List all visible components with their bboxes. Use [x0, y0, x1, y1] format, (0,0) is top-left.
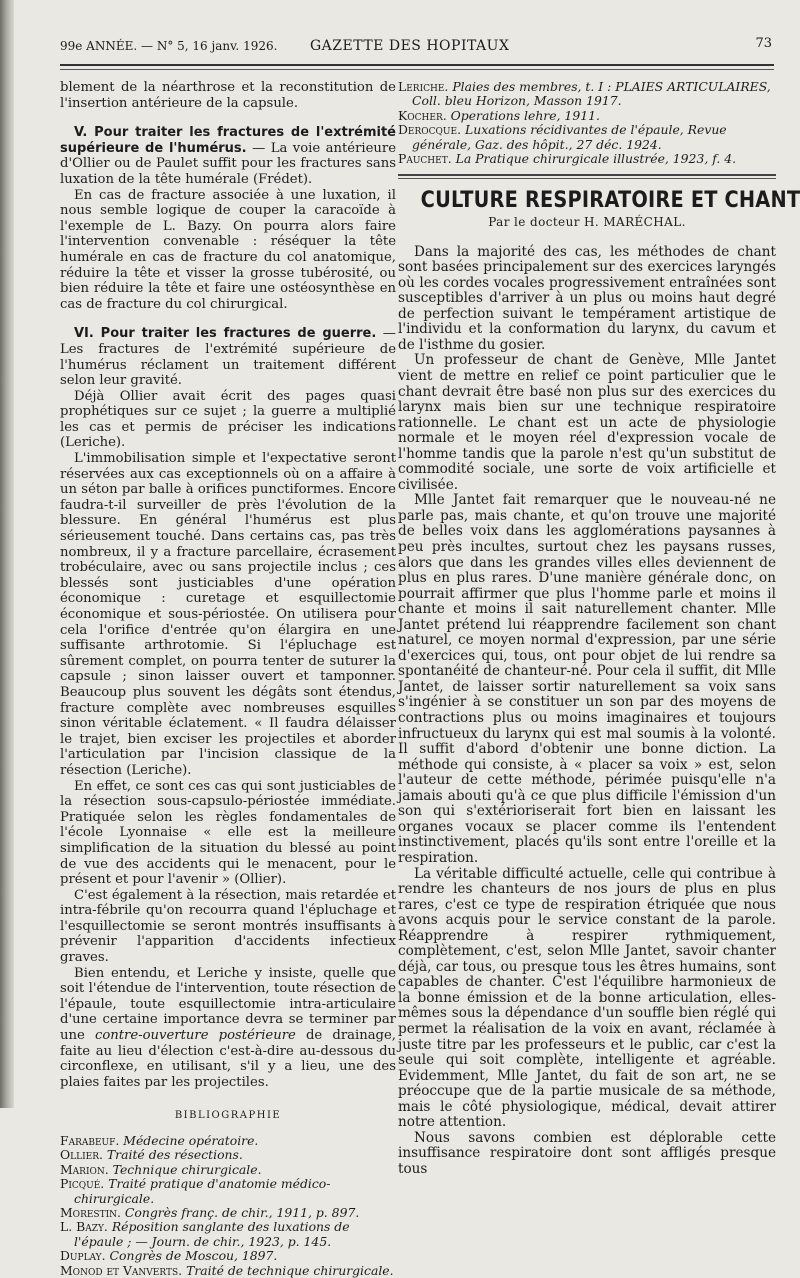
header-rule-thin: [60, 69, 774, 70]
paragraph: — Les fractures de l'extrémité supérieure de l'humérus réclament un traitement différent selon leur gravité.: [60, 326, 396, 389]
paragraph: L'immobilisation simple et l'expectative seront réservées aux cas exceptionnels où on a affaire à un séton par balle à orifices punctiformes. Encore faudra-t-il surveiller de près l'évolution de la blessure. En général l'humérus est plus sérieusement touché. Dans certains cas, pas très nombreux, il y a fracture parcellaire, écrasement trobéculaire, avec ou sans projectile inclus ; ces blessés sont justiciables d'une opération économique : curetage et esquillectomie économique et sous-périostée. On utilisera pour cela l'orifice d'entrée qu'on élargira en une suffisante arthrotomie. Si l'épluchage est sûrement complet, on pourra tenter de suturer la capsule ; sinon laisser ouvert et tamponner. Beaucoup plus souvent les dégâts sont étendus, fracture complète avec nombreuses esquilles sinon véritable éclatement. « Il faudra délaisser le trajet, bien exciser les projectiles et aborder l'articulation par l'incision classique de la résection (Leriche).: [60, 451, 396, 778]
page-header: [60, 34, 772, 58]
paragraph: En cas de fracture associée à une luxation, il nous semble logique de couper la caracoïde à l'exemple de L. Bazy. On pourra alors faire l'intervention convenable : réséquer la tête humérale en cas de fracture du col anatomique, réduire la tête et visser la grosse tubérosité, ou bien réduire la tête et faire une ostéosynthèse en cas de fracture du col chirurgical.: [60, 187, 396, 312]
bibliography-entry: [60, 1177, 396, 1206]
bibliography-entry: [60, 1134, 396, 1148]
page-number: 73: [755, 36, 772, 51]
bib-author: Marion.: [60, 1161, 109, 1177]
bibliography-entry: [398, 123, 776, 152]
bibliography-continued: [398, 80, 776, 166]
bibliography-entry: [60, 1220, 396, 1249]
paragraph: C'est également à la résection, mais retardée et intra-fébrile qu'on recourra quand l'épluchage et l'esquillectomie se seront montrés insuffisants à prévenir l'apparition d'accidents infectieux graves.: [60, 887, 396, 966]
bibliography-list: [60, 1134, 396, 1278]
bib-author: Derocque.: [398, 122, 462, 138]
text-run-italic: contre-ouverture postérieure: [94, 1028, 296, 1044]
bibliography-entry: [398, 80, 776, 109]
bib-author: Leriche.: [398, 79, 449, 94]
bib-title: Traité de technique chirurgicale.: [186, 1262, 394, 1278]
bib-title: Médecine opératoire.: [123, 1133, 259, 1148]
bib-author: Pauchet.: [398, 151, 452, 167]
bib-title: Technique chirurgicale.: [112, 1161, 262, 1177]
bibliography-entry: [398, 109, 776, 123]
bib-author: Morestin.: [60, 1205, 121, 1221]
paragraph: Mlle Jantet fait remarquer que le nouveau-né ne parle pas, mais chante, et qu'on trouve une majorité de belles voix dans les agglomérations paysannes à peu près incultes, surtout chez les paysans russes, alors que dans les grandes villes elles deviennent de plus en plus rares. D'une manière générale donc, on pourrait affirmer que plus l'homme parle et moins il chante et moins il sait naturellement chanter. Mlle Jantet prétend lui réapprendre facilement son chant naturel, ce moyen normal d'expression, par une série d'exercices qui, tous, ont pour objet de lui rendre sa spontanéité de chanteur-né. Pour cela il suffit, dit Mlle Jantet, de laisser sortir naturellement sa voix sans s'ingénier à se constituer un son par des moyens de contractions plus ou moins imaginaires et toujours infructueux du larynx qui est mal soumis à la volonté. Il suffit d'abord d'obtenir une bonne diction. La méthode qui consiste, à « placer sa voix » est, selon l'auteur de cette méthode, périmée puisqu'elle n'a jamais abouti qu'à ce que plus difficile l'émission d'un son qui s'extérioriserait fort bien en laissant les organes vocaux se placer comme ils l'entendent instinctivement, placés qu'ils sont entre l'oreille et la respiration.: [398, 492, 776, 866]
bibliography-entry: [398, 152, 776, 166]
bibliography-heading: BIBLIOGRAPHIE: [174, 1110, 282, 1122]
journal-title: GAZETTE DES HOPITAUX: [310, 38, 510, 54]
bib-title: Plaies des membres, t. I : PLAIES ARTICULAIRES, Coll. bleu Horizon, Masson 1917.: [412, 79, 771, 109]
bib-title: Luxations récidivantes de l'épaule, Revue générale, Gaz. des hôpit., 27 déc. 1924.: [412, 122, 727, 152]
section-v: [60, 125, 396, 187]
bib-author: Kocher.: [398, 107, 447, 123]
right-column: [398, 79, 800, 1177]
bib-author: Picqué.: [60, 1176, 105, 1192]
paragraph: Déjà Ollier avait écrit des pages quasi prophétiques sur ce sujet ; la guerre a multiplié les cas et permis de préciser les indications (Leriche).: [60, 388, 396, 451]
paragraph: La véritable difficulté actuelle, celle qui contribue à rendre les chanteurs de nos jours de plus en plus rares, c'est ce type de respiration étriquée que nous avons acquis pour le service constant de la parole. Réapprendre à respirer rythmiquement, complètement, c'est, selon Mlle Jantet, savoir chanter déjà, car tous, ou presque tous les êtres humains, sont capables de chanter. C'est l'équilibre harmonieux de la bonne émission et de la bonne articulation, elles-mêmes sous la dépendance d'un souffle bien réglé qui permet la réalisation de la voix en avant, réclamée à juste titre par les professeurs et le public, car c'est la seule qui soit complète, intelligente et agréable. Evidemment, Mlle Jantet, du fait de son art, ne se préoccupe que de la partie musicale de sa méthode, mais le côté physiologique, médical, devait attirer notre attention.: [398, 865, 776, 1131]
article-separator-rule-thin: [398, 178, 776, 179]
bib-author: Ollier.: [60, 1147, 103, 1163]
left-column: [60, 80, 396, 1278]
article-title: CULTURE RESPIRATOIRE ET CHANT: [420, 188, 800, 214]
bib-title: Congrès franç. de chir., 1911, p. 897.: [124, 1205, 360, 1221]
text-run: Bien entendu, et Leriche y insiste, quelle que soit l'étendue de l'intervention, toute résection de l'épaule, toute esquillectomie intra-articulaire d'une certaine importance devra se terminer par une: [60, 965, 396, 1044]
bibliography-entry: [60, 1206, 396, 1220]
bib-title: Operations lehre, 1911.: [450, 107, 600, 123]
paragraph: En effet, ce sont ces cas qui sont justiciables de la résection sous-capsulo-périostée immédiate. Pratiquée selon les règles fondamentales de l'école Lyonnaise « elle est la meilleure simplification de la situation du blessé au point de vue des accidents qui le menacent, pour le présent et pour l'avenir » (Ollier).: [60, 778, 396, 888]
bib-author: Duplay.: [60, 1248, 106, 1264]
paragraph: blement de la néarthrose et la reconstitution de l'insertion antérieure de la capsule.: [60, 80, 396, 111]
section-heading: V. Pour traiter les fractures de l'extrémité supérieure de l'humérus.: [60, 125, 396, 156]
section-heading: VI. Pour traiter les fractures de guerre.: [74, 326, 377, 342]
paragraph: [60, 966, 396, 1091]
bib-title: Congrès de Moscou, 1897.: [109, 1248, 278, 1264]
bib-author: Farabeuf.: [60, 1133, 120, 1148]
text-run: de drainage, faite au lieu d'élection c'est-à-dire au-dessous du circonflexe, en utilisant, s'il y a lieu, une des plaies faites par les projectiles.: [60, 1028, 396, 1090]
bibliography-entry: [60, 1249, 396, 1263]
bib-title: Traité pratique d'anatomie médico-chirurgicale.: [74, 1176, 331, 1206]
paragraph: Un professeur de chant de Genève, Mlle Jantet vient de mettre en relief ce point particulier que le chant devrait être basé non plus sur des exercices du larynx mais bien sur une technique respiratoire rationnelle. Le chant est un acte de physiologie normale et le moyen réel d'expression vocale de l'homme tandis que la parole n'est qu'un substitut de commodité sociale, une sorte de voix artificielle et civilisée.: [398, 352, 776, 493]
bibliography-entry: [60, 1163, 396, 1177]
article-author: Par le docteur H. MARÉCHAL.: [488, 215, 686, 230]
paragraph: Nous savons combien est déplorable cette insuffisance respiratoire dont sont affligés presque tous: [398, 1129, 776, 1177]
bib-title: Traité des résections.: [106, 1147, 243, 1163]
article-body: [398, 245, 776, 1178]
bibliography-entry: [60, 1264, 396, 1278]
bibliography-entry: [60, 1148, 396, 1162]
paragraph: Dans la majorité des cas, les méthodes de chant sont basées principalement sur des exercices laryngés où les cordes vocales progressivement entraînées sont susceptibles d'arriver à un plus ou moins haut degré de perfection suivant le tempérament artistique de l'individu et la conformation du larynx, du cavum et de l'isthme du gosier.: [398, 243, 776, 353]
article-separator-rule: [398, 174, 776, 176]
bib-title: Réposition sanglante des luxations de l'épaule ; — Journ. de chir., 1923, p. 145.: [74, 1219, 350, 1249]
header-rule: [60, 64, 774, 66]
issue-info: 99e ANNÉE. — N° 5, 16 janv. 1926.: [60, 39, 278, 53]
bib-title: La Pratique chirurgicale illustrée, 1923, f. 4.: [455, 151, 737, 167]
bib-author: Monod et Vanverts.: [60, 1262, 183, 1278]
bib-author: L. Bazy.: [60, 1219, 108, 1235]
paragraph: — La voie antérieure d'Ollier ou de Paulet suffit pour les fractures sans luxation de la tête humérale (Frédet).: [60, 140, 397, 187]
section-vi: [60, 326, 396, 388]
